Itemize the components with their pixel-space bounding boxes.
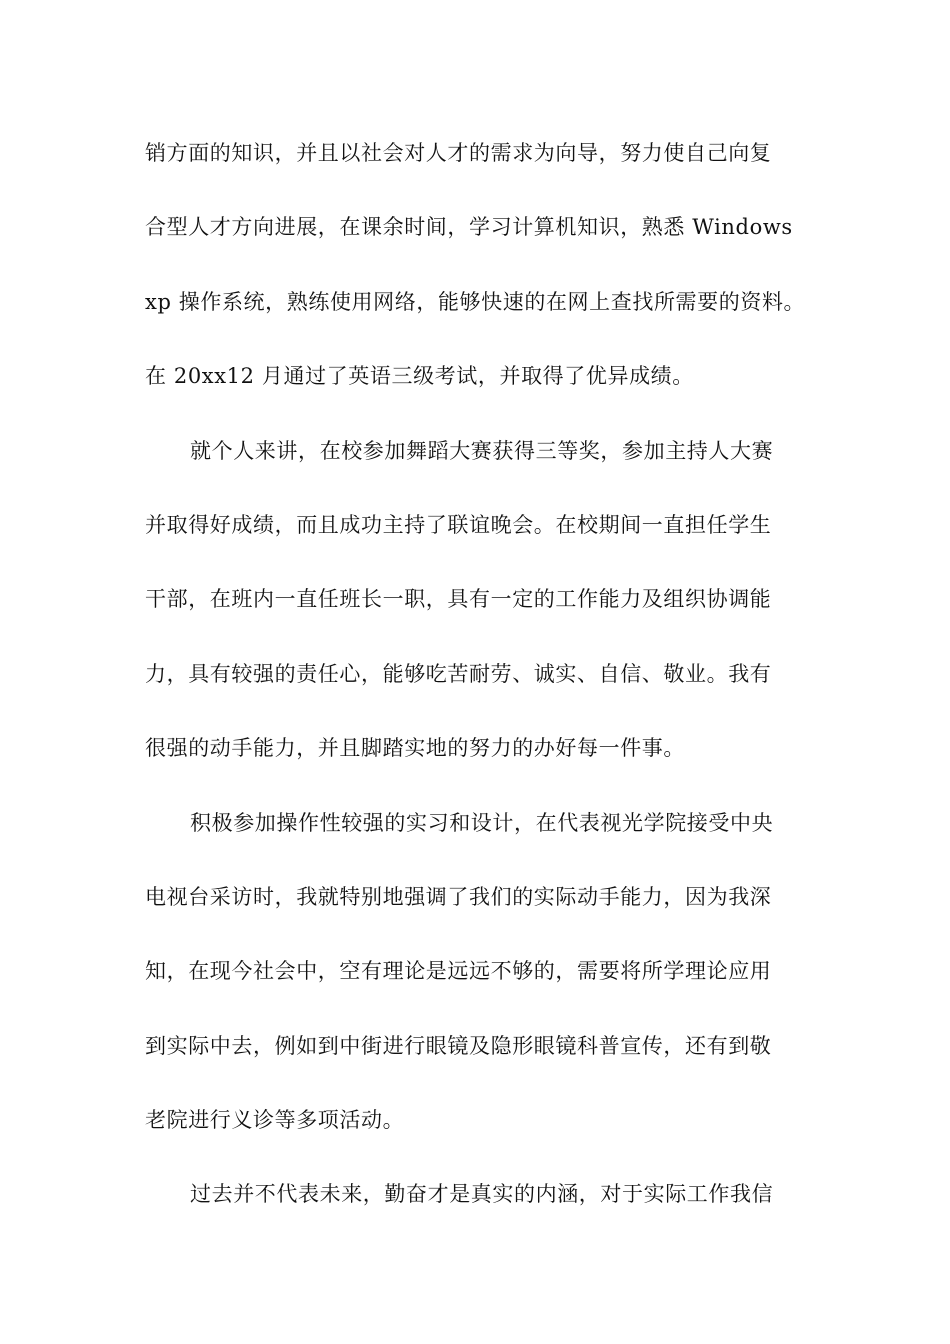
text-line: 在 20xx12 月通过了英语三级考试，并取得了优异成绩。 xyxy=(145,364,694,389)
text-line: 合型人才方向进展，在课余时间，学习计算机知识，熟悉 Windows xyxy=(145,215,793,240)
text-line: 到实际中去，例如到中街进行眼镜及隐形眼镜科普宣传，还有到敬 xyxy=(145,1033,772,1058)
paragraph-first-line: 就个人来讲，在校参加舞蹈大赛获得三等奖，参加主持人大赛 xyxy=(190,438,774,463)
text-line: 很强的动手能力，并且脚踏实地的努力的办好每一件事。 xyxy=(145,736,685,761)
text-line: 销方面的知识，并且以社会对人才的需求为向导，努力使自己向复 xyxy=(145,141,772,165)
text-line: 知，在现今社会中，空有理论是远远不够的，需要将所学理论应用 xyxy=(145,959,772,984)
paragraph-first-line: 过去并不代表未来，勤奋才是真实的内涵，对于实际工作我信 xyxy=(190,1182,774,1207)
text-line: 电视台采访时，我就特别地强调了我们的实际动手能力，因为我深 xyxy=(145,884,772,909)
text-line: xp 操作系统，熟练使用网络，能够快速的在网上查找所需要的资料。 xyxy=(145,289,806,314)
text-line: 老院进行义诊等多项活动。 xyxy=(145,1108,405,1133)
text-line: 并取得好成绩，而且成功主持了联谊晚会。在校期间一直担任学生 xyxy=(145,512,772,537)
paragraph-first-line: 积极参加操作性较强的实习和设计，在代表视光学院接受中央 xyxy=(190,810,774,835)
text-line: 干部，在班内一直任班长一职，具有一定的工作能力及组织协调能 xyxy=(145,587,772,612)
document-body xyxy=(145,132,815,1248)
text-line: 力，具有较强的责任心，能够吃苦耐劳、诚实、自信、敬业。我有 xyxy=(145,661,772,686)
